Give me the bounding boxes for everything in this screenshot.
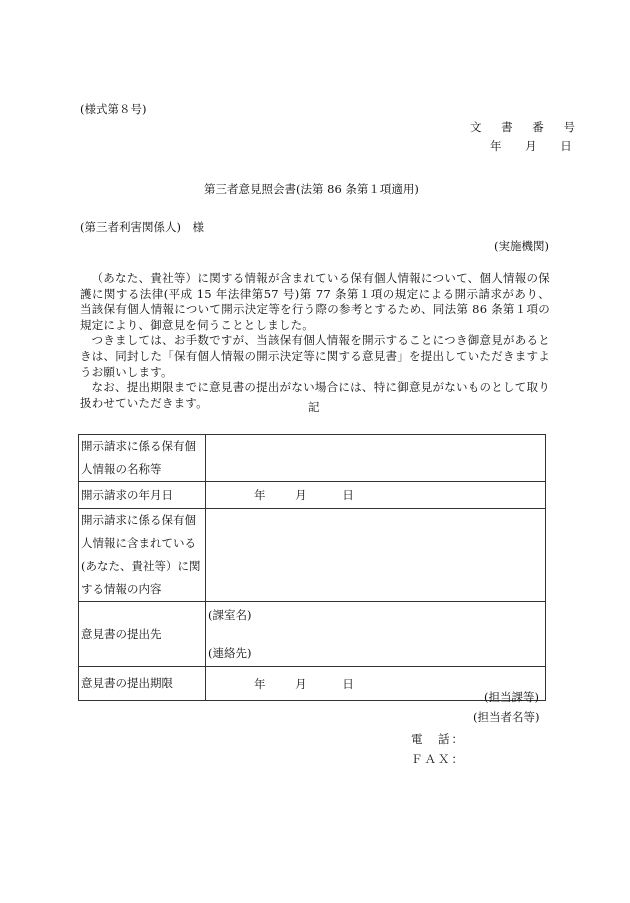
day-label: 日 (342, 676, 354, 691)
footer-person: (担当者名等) (473, 710, 540, 724)
row-label-deadline: 意見書の提出期限 (79, 667, 206, 701)
row-value-info-name (206, 435, 546, 482)
row-label-submit-to: 意見書の提出先 (79, 602, 206, 667)
ki-heading: 記 (308, 400, 320, 414)
row-label-info-name: 開示請求に係る保有個人情報の名称等 (79, 435, 206, 482)
footer-dept: (担当課等) (484, 690, 539, 704)
page-title: 第三者意見照会書(法第 86 条第１項適用) (204, 182, 419, 196)
table-row (79, 435, 546, 482)
row-label-info-content: 開示請求に係る保有個人情報に含まれている(あなた、貴社等）に関する情報の内容 (79, 509, 206, 602)
document-number-label: 文 書 番 号 (470, 120, 583, 134)
agency: (実施機関) (494, 239, 549, 253)
month-label: 月 (295, 676, 307, 691)
table-row (79, 667, 546, 701)
table-row (79, 509, 546, 602)
row-value-submit-to (206, 602, 546, 667)
table-row (79, 602, 546, 667)
month-label: 月 (295, 488, 307, 502)
body-paragraph-3: なお、提出期限までに意見書の提出がない場合には、特に御意見がないものとして取り扱わせていただきます。 (80, 380, 550, 410)
info-table (78, 434, 546, 701)
body-paragraph-2: つきましては、お手数ですが、当該保有個人情報を開示することにつき御意見があるときは、同封した「保有個人情報の開示決定等に関する意見書」を提出していただきますようお願いします。 (80, 333, 550, 379)
contact-label: (連絡先) (208, 646, 252, 660)
footer-phone: 電 話： (411, 732, 465, 746)
body-paragraph-1: （あなた、貴社等）に関する情報が含まれている保有個人情報について、個人情報の保護に関する法律(平成 15 年法律第57 号)第 77 条第１項の規定による開示請求があり、当該保有個人情報について開示決定等を行う際の参考とするため、同法第 86 条第１項の規定により、御意見を伺うこととしました。 (80, 271, 550, 332)
year-label: 年 (254, 676, 266, 691)
body-text (80, 271, 550, 411)
addressee: (第三者利害関係人) 様 (80, 220, 204, 234)
year-label: 年 (254, 488, 266, 502)
footer-fax: ＦＡＸ： (411, 752, 465, 766)
dept-label: (課室名) (208, 608, 252, 622)
day-label: 日 (342, 488, 354, 502)
form-number: (様式第８号) (80, 102, 147, 116)
date-label: 年 月 日 (490, 139, 582, 153)
row-value-info-content (206, 509, 546, 602)
row-value-request-date (206, 482, 546, 509)
row-label-request-date: 開示請求の年月日 (79, 482, 206, 509)
table-row (79, 482, 546, 509)
